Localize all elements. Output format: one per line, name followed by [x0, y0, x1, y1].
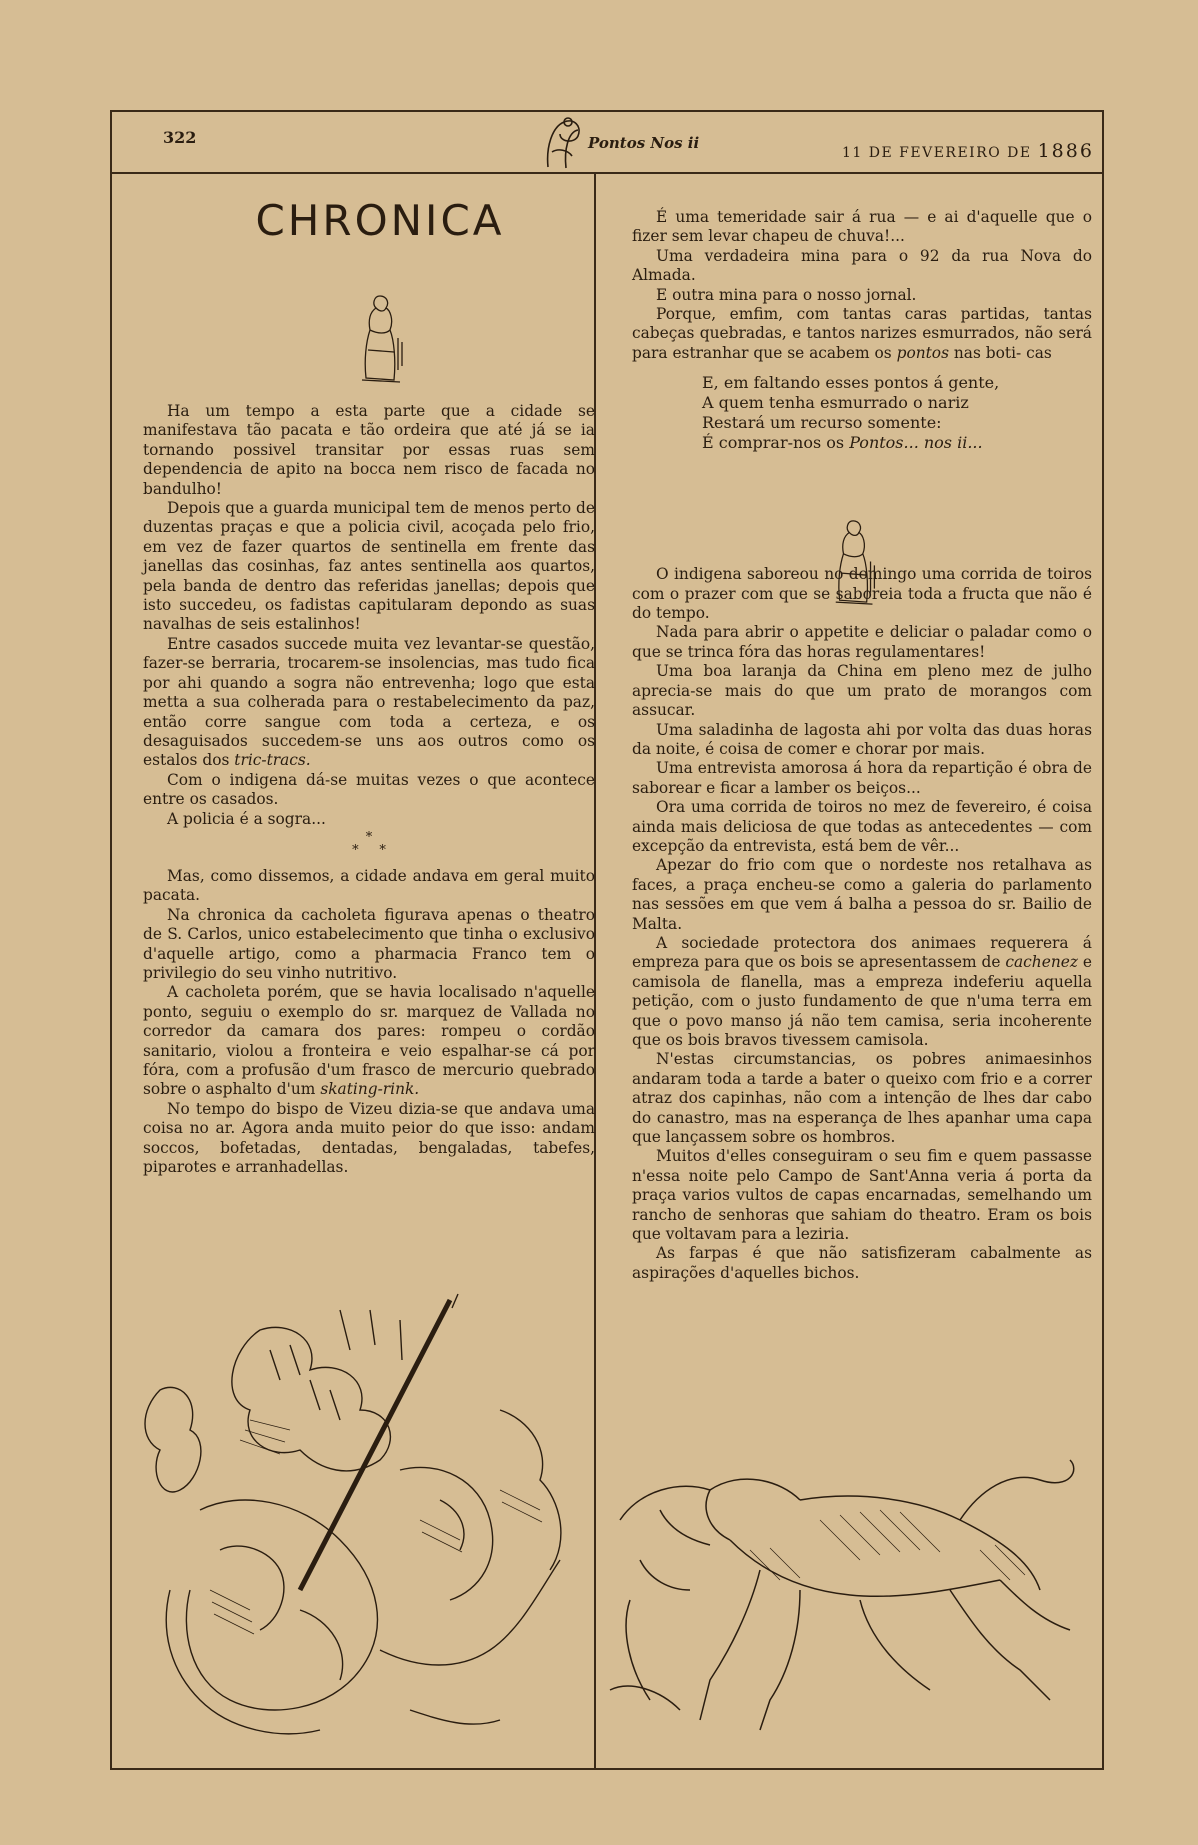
right-column: [632, 208, 1092, 1283]
paragraph: [143, 983, 595, 1099]
paragraph: Apezar do frio com que o nordeste nos retalhava as faces, a praça encheu-se como a galeria do parlamento nas sessões em que vem á balha a pessoa do sr. Bailio de Malta.: [632, 856, 1092, 933]
paragraph: A policia é a sogra...: [167, 809, 326, 828]
italic-term: Pontos... nos ii...: [849, 433, 983, 453]
verse: [702, 373, 1092, 453]
paragraph: É uma temeridade sair á rua — e ai d'aquelle que o fizer sem levar chapeu de chuva!...: [632, 208, 1092, 246]
left-column: [143, 402, 595, 1177]
asterism: [143, 831, 595, 857]
paragraph: [632, 305, 1092, 363]
section-title: CHRONICA: [255, 196, 505, 245]
paragraph-text: A cacholeta porém, que se havia localisado n'aquelle ponto, seguiu o exemplo do sr. marquez de Vallada no corredor da camara dos pares: rompeu o cordão sanitario, violou a fronteira e veio espalhar-se cá por fóra, com a profusão d'um frasco de mercurio quebrado sobre o asphalto d'um: [143, 983, 595, 1099]
paragraph-text: Entre casados succede muita vez levantar-se questão, fazer-se berraria, trocarem-se insolencias, mas tudo fica por ahi quando a sogra não entrevenha; logo que esta metta a sua colherada para o restabelecimento da paz, então corre sangue com toda a certeza, e os desaguisados succedem-se uns aos outros como os estalos dos: [143, 634, 595, 770]
hooded-figure-illustration: [354, 290, 414, 388]
date-year: 1886: [1037, 140, 1094, 162]
asterism-star-pair: * *: [352, 842, 386, 858]
paragraph: Uma boa laranja da China em pleno mez de julho aprecia-se mais do que um prato de morangos com assucar.: [632, 662, 1092, 720]
verse-line: A quem tenha esmurrado o nariz: [702, 393, 969, 413]
header-rule: [110, 172, 1104, 174]
paragraph: Ha um tempo a esta parte que a cidade se manifestava tão pacata e tão ordeira que até já se ia tornando possivel transitar por essas ruas sem dependencia de apito na bocca nem risco de facada no bandulho!: [143, 402, 595, 498]
verse-line: É comprar-nos os Pontos... nos ii...: [702, 433, 983, 453]
bull-illustration: [600, 1450, 1100, 1740]
paragraph-text: A sociedade protectora dos animaes requerera á empreza para que os bois se apresentassem de: [632, 933, 1092, 972]
paragraph-text-tail: e camisola de flanella, mas a empreza indeferiu aquella petição, com o justo fundamento de que n'uma terra em que o povo manso já não tem camisa, seria incoherente que os bois bravos tivessem camisola.: [632, 953, 1092, 1049]
verse-line: Restará um recurso somente:: [702, 413, 942, 433]
paragraph: Nada para abrir o appetite e deliciar o paladar como o que se trinca fóra das horas regulamentares!: [632, 623, 1092, 661]
paragraph-text-end: cas: [1026, 343, 1052, 362]
italic-term: skating-rink.: [320, 1080, 420, 1099]
paragraph-text: Porque, emfim, com tantas caras partidas, tantas cabeças quebradas, e tantos narizes esmurrados, não será para estranhar que se acabem os: [632, 305, 1092, 362]
paragraph: Muitos d'elles conseguiram o seu fim e quem passasse n'essa noite pelo Campo de Sant'Anna veria á porta da praça varios vultos de capas encarnadas, semelhando um rancho de senhoras que sahiam do theatro. Eram os bois que voltavam para a leziria.: [632, 1147, 1092, 1244]
brawl-illustration: [140, 1290, 590, 1760]
paragraph-text-tail: nas boti-: [953, 343, 1022, 362]
paragraph: E outra mina para o nosso jornal.: [656, 285, 917, 304]
paragraph: Mas, como dissemos, a cidade andava em geral muito pacata.: [143, 866, 595, 905]
paragraph: O indigena saboreou no domingo uma corrida de toiros com o prazer com que se saboreia toda a fructa que não é do tempo.: [632, 565, 1092, 623]
paragraph: Uma verdadeira mina para o 92 da rua Nova do Almada.: [632, 246, 1092, 285]
paragraph: As farpas é que não satisfizeram cabalmente as aspirações d'aquelles bichos.: [632, 1244, 1092, 1282]
masthead-logo: [538, 112, 700, 172]
italic-term: tric-tracs.: [234, 751, 311, 770]
header-date: [842, 140, 1094, 162]
paragraph: Depois que a guarda municipal tem de menos perto de duzentas praças e que a policia civil, acoçada pelo frio, em vez de fazer quartos de sentinella em frente das janellas das cosinhas, faz antes sentinella aos quartos, pela banda de dentro das referidas janellas; depois que isto succedeu, os fadistas capitularam depondo as suas navalhas de seis estalinhos!: [143, 499, 595, 634]
paragraph: Uma saladinha de lagosta ahi por volta das duas horas da noite, é coisa de comer e chorar por mais.: [632, 720, 1092, 758]
paragraph: Uma entrevista amorosa á hora da repartição é obra de saborear e ficar a lamber os beiços...: [632, 759, 1092, 797]
paragraph: Com o indigena dá-se muitas vezes o que acontece entre os casados.: [143, 770, 595, 809]
asterism-star: *: [365, 829, 373, 845]
paragraph: [143, 635, 595, 771]
paragraph: Ora uma corrida de toiros no mez de fevereiro, é coisa ainda mais deliciosa de que todas as antecedentes — com excepção da entrevista, está bem de vêr...: [632, 798, 1092, 855]
italic-term: cachenez: [1005, 953, 1078, 972]
paragraph: No tempo do bispo de Vizeu dizia-se que andava uma coisa no ar. Agora anda muito peior do que isso: andam soccos, bofetadas, dentadas, bengaladas, tabefes, piparotes e arranhadellas.: [143, 1099, 595, 1177]
page-number: 322: [163, 128, 197, 147]
italic-term: pontos: [896, 343, 949, 362]
hooded-figure-illustration: [828, 515, 886, 610]
date-prefix: 11 DE FEVEREIRO DE: [842, 145, 1032, 161]
masthead-text: Pontos Nos ii: [588, 134, 700, 152]
paragraph: [632, 934, 1092, 1050]
paragraph: N'estas circumstancias, os pobres animaesinhos andaram toda a tarde a bater o queixo com frio e a correr atraz dos capinhas, não com a intenção de lhes dar cabo do canastro, mas na esperança de lhes apanhar uma capa que lançassem sobre os hombros.: [632, 1050, 1092, 1147]
verse-line: E, em faltando esses pontos á gente,: [702, 373, 1000, 393]
paragraph: Na chronica da cacholeta figurava apenas o theatro de S. Carlos, unico estabelecimento que tinha o exclusivo d'aquelle artigo, como a pharmacia Franco tem o privilegio do seu vinho nutritivo.: [143, 905, 595, 982]
